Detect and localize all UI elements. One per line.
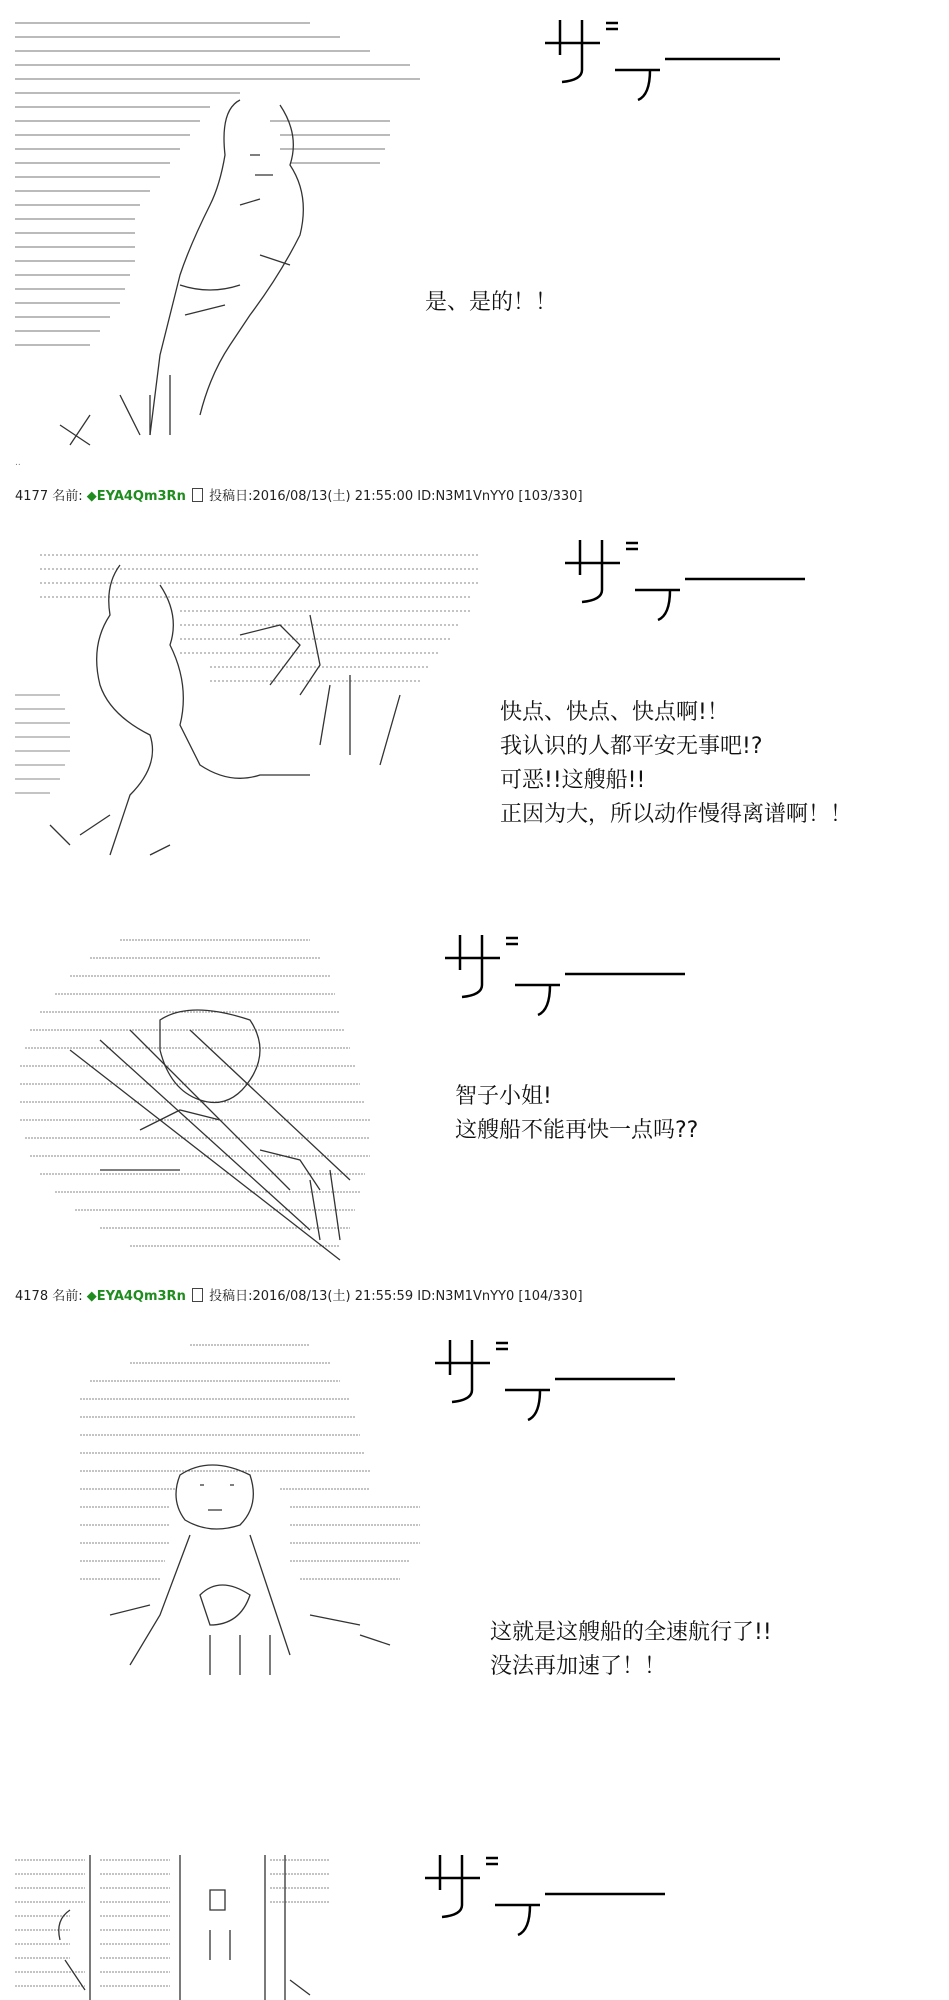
dialogue-line: 正因为大，所以动作慢得离谱啊！！ <box>500 802 853 827</box>
post-date: 2016/08/13(土) 21:55:59 <box>252 1289 414 1304</box>
post-date-label: 投稿日: <box>209 489 253 504</box>
post-id[interactable]: ID:N3M1VnYY0 <box>417 1289 515 1304</box>
post-header-4177 <box>15 485 583 504</box>
mail-icon[interactable] <box>192 488 203 502</box>
post-count: [104/330] <box>518 1289 583 1304</box>
post-number: 4178 <box>15 1289 49 1304</box>
post-date: 2016/08/13(土) 21:55:00 <box>252 489 414 504</box>
post-name-label: 名前: <box>52 1289 83 1304</box>
mail-icon[interactable] <box>192 1288 203 1302</box>
katakana-sound-effect-3 <box>440 930 700 1020</box>
ascii-art-figure-2 <box>10 535 510 865</box>
katakana-sound-effect-1 <box>540 15 800 105</box>
post-author[interactable]: ◆EYA4Qm3Rn <box>86 489 186 504</box>
dialogue-line: 这就是这艘船的全速航行了!! <box>490 1620 772 1645</box>
ascii-art-figure-3 <box>10 930 430 1270</box>
dialogue-line: 是、是的！！ <box>425 290 558 315</box>
post-number: 4177 <box>15 489 49 504</box>
dialogue-line: 这艘船不能再快一点吗?? <box>455 1118 699 1143</box>
dialogue-line: 智子小姐! <box>455 1084 552 1109</box>
dialogue-line: 没法再加速了！！ <box>490 1654 667 1679</box>
katakana-sound-effect-5 <box>420 1850 680 1940</box>
dialogue-line: 快点、快点、快点啊!！ <box>500 700 729 725</box>
katakana-sound-effect-4 <box>430 1335 690 1425</box>
post-id[interactable]: ID:N3M1VnYY0 <box>417 489 515 504</box>
katakana-sound-effect-2 <box>560 535 820 625</box>
post-date-label: 投稿日: <box>209 1289 253 1304</box>
post-count: [103/330] <box>518 489 583 504</box>
ascii-art-figure-5 <box>10 1850 350 2000</box>
post-header-4178 <box>15 1285 583 1304</box>
ascii-art-figure-1 <box>10 15 470 455</box>
spacer-dots: .. <box>15 458 21 468</box>
dialogue-line: 我认识的人都平安无事吧!? <box>500 734 763 759</box>
dialogue-line: 可恶!!这艘船!! <box>500 768 646 793</box>
post-name-label: 名前: <box>52 489 83 504</box>
post-author[interactable]: ◆EYA4Qm3Rn <box>86 1289 186 1304</box>
ascii-art-figure-4 <box>10 1335 440 1675</box>
